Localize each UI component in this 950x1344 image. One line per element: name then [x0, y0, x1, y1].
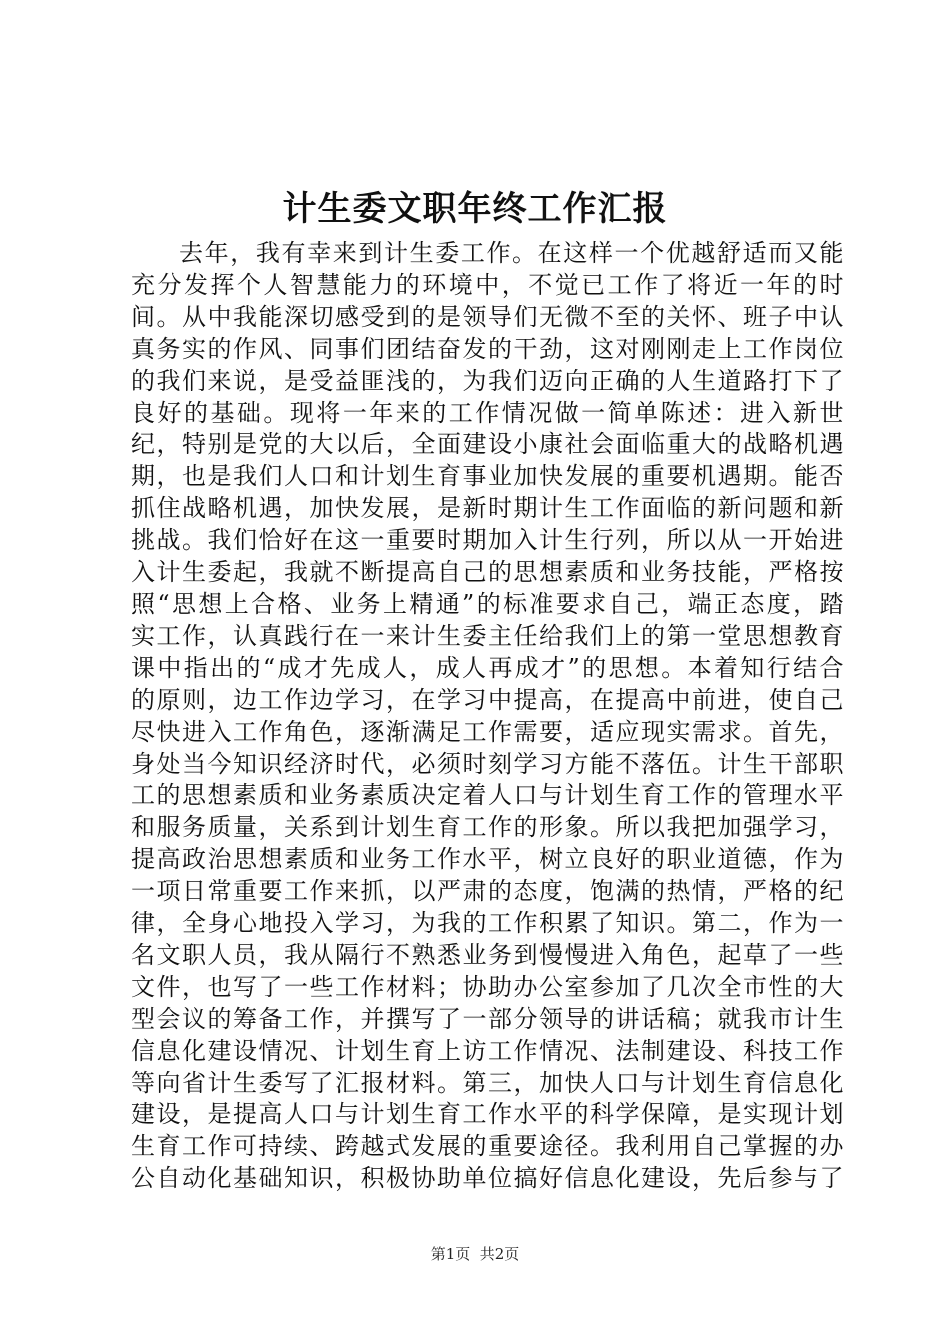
document-title: 计生委文职年终工作汇报	[282, 189, 668, 229]
document-body-paragraph: 去年，我有幸来到计生委工作。在这样一个优越舒适而又能充分发挥个人智慧能力的环境中，不觉已工作了将近一年的时间。从中我能深切感受到的是领导们无微不至的关怀、班子中认真务实的作风、同事们团结奋发的干劲，这对刚刚走上工作岗位的我们来说，是受益匪浅的，为我们迈向正确的人生道路打下了良好的基础。现将一年来的工作情况做一简单陈述：进入新世纪，特别是党的大以后，全面建设小康社会面临重大的战略机遇期，也是我们人口和计划生育事业加快发展的重要机遇期。能否抓住战略机遇，加快发展，是新时期计生工作面临的新问题和新挑战。我们恰好在这一重要时期加入计生行列，所以从一开始进入计生委起，我就不断提高自己的思想素质和业务技能，严格按照“思想上合格、业务上精通”的标准要求自己，端正态度，踏实工作，认真践行在一来计生委主任给我们上的第一堂思想教育课中指出的“成才先成人，成人再成才”的思想。本着知行结合的原则，边工作边学习，在学习中提高，在提高中前进，使自己尽快进入工作角色，逐渐满足工作需要，适应现实需求。首先，身处当今知识经济时代，必须时刻学习方能不落伍。计生干部职工的思想素质和业务素质决定着人口与计划生育工作的管理水平和服务质量，关系到计划生育工作的形象。所以我把加强学习，提高政治思想素质和业务工作水平，树立良好的职业道德，作为一项日常重要工作来抓，以严肃的态度，饱满的热情，严格的纪律，全身心地投入学习，为我的工作积累了知识。第二，作为一名文职人员，我从隔行不熟悉业务到慢慢进入角色，起草了一些文件，也写了一些工作材料；协助办公室参加了几次全市性的大型会议的筹备工作，并撰写了一部分领导的讲话稿；就我市计生信息化建设情况、计划生育上访工作情况、法制建设、科技工作等向省计生委写了汇报材料。第三，加快人口与计划生育信息化建设，是提高人口与计划生育工作水平的科学保障，是实现计划生育工作可持续、跨越式发展的重要途径。我利用自己掌握的办公自动化基础知识，积极协助单位搞好信息化建设，先后参与了	[131, 239, 845, 1193]
page-number-label: 第1页 共2页	[430, 1245, 520, 1263]
page-footer	[0, 1244, 950, 1264]
